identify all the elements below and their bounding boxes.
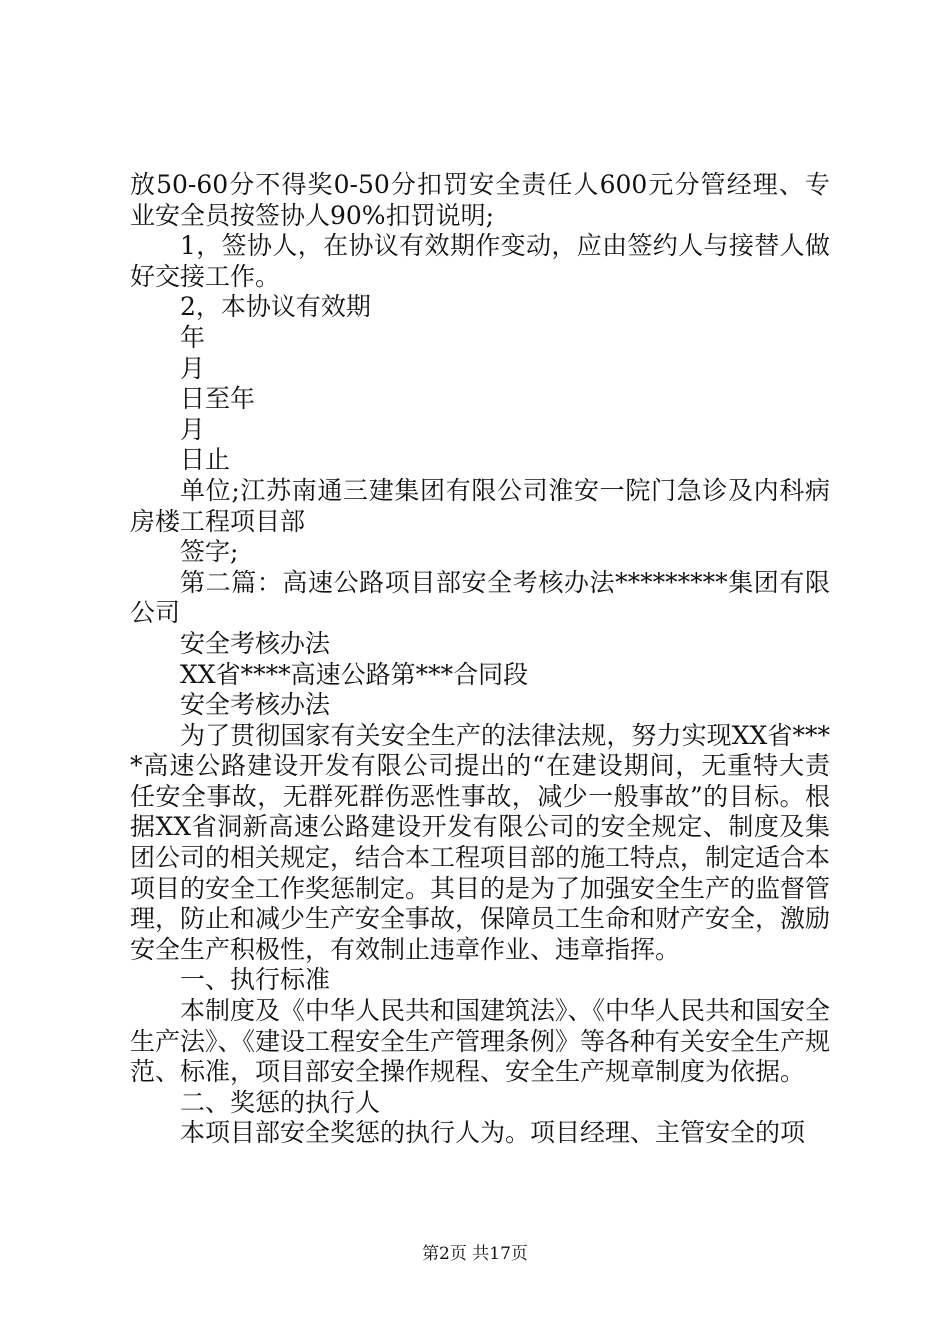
paragraph-signature: 签字; xyxy=(180,537,239,567)
heading-executor: 二、奖惩的执行人 xyxy=(180,1087,381,1117)
paragraph-day-to-year: 日至年 xyxy=(180,384,256,414)
paragraph-executor: 本项目部安全奖惩的执行人为。项目经理、主管安全的项 xyxy=(180,1118,806,1148)
heading-contract-section: XX省****高速公路第***合同段 xyxy=(180,659,529,689)
page-number-footer: 第2页 共17页 xyxy=(422,1244,528,1264)
paragraph-clause-2: 2，本协议有效期 xyxy=(180,292,371,322)
paragraph-month-end: 月 xyxy=(180,414,206,444)
paragraph-purpose: 为了贯彻国家有关安全生产的法律法规，努力实现XX省****高速公路建设开发有限公司提出的“在建设期间，无重特大责任安全事故，无群死群伤恶性事故，减少一般事故”的目标。根据XX省洞新高速公路建设开发有限公司的安全规定、制度及集团公司的相关规定，结合本工程项目部的施工特点，制定适合本项目的安全工作奖惩制定。其目的是为了加强安全生产的监督管理，防止和减少生产安全事故，保障员工生命和财产安全，激励安全生产积极性，有效制止违章作业、违章指挥。 xyxy=(130,720,831,964)
heading-safety-assessment-2: 安全考核办法 xyxy=(180,690,331,720)
paragraph-year: 年 xyxy=(180,322,206,352)
paragraph-clause-1: 1，签协人，在协议有效期作变动，应由签约人与接替人做好交接工作。 xyxy=(130,231,830,291)
paragraph-day-end: 日止 xyxy=(180,445,231,475)
paragraph-penalty-rule: 放50-60分不得奖0-50分扣罚安全责任人600元分管经理、专业安全员按签协人90%扣罚说明; xyxy=(130,170,830,230)
heading-execution-standard: 一、执行标准 xyxy=(180,965,331,995)
section-title-part-two: 第二篇：高速公路项目部安全考核办法*********集团有限公司 xyxy=(130,567,830,628)
paragraph-month: 月 xyxy=(180,353,206,383)
paragraph-unit: 单位;江苏南通三建集团有限公司淮安一院门急诊及内科病房楼工程项目部 xyxy=(130,475,830,536)
document-body xyxy=(130,170,830,1149)
heading-safety-assessment: 安全考核办法 xyxy=(180,628,331,658)
paragraph-standard-basis: 本制度及《中华人民共和国建筑法》、《中华人民共和国安全生产法》、《建设工程安全生产管理条例》等各种有关安全生产规范、标准，项目部安全操作规程、安全生产规章制度为依据。 xyxy=(130,996,831,1087)
